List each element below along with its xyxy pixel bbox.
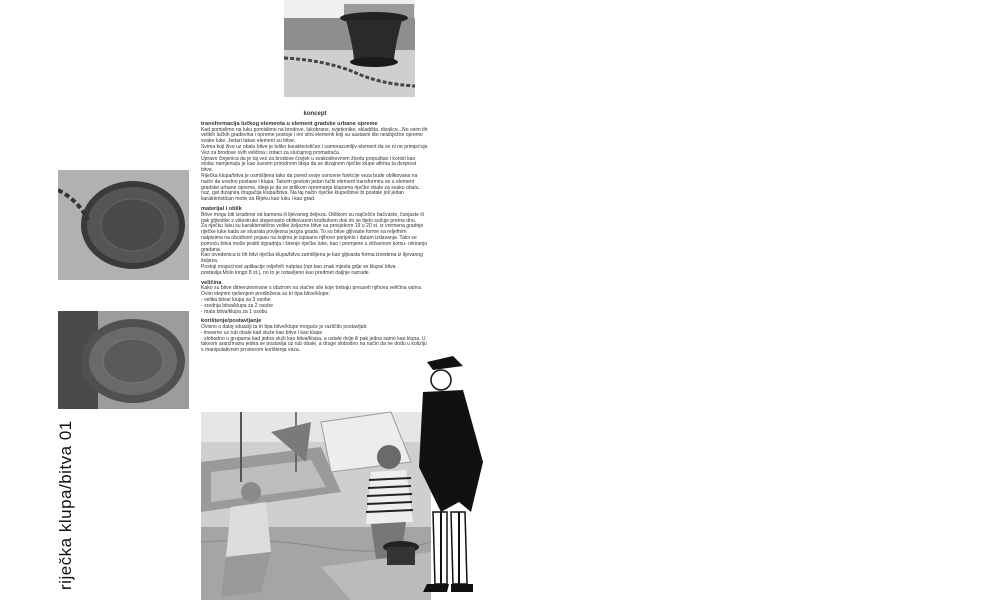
list-item: - linearno uz rub obale kad služe kao bitve i kao klupe xyxy=(201,329,323,336)
paragraph: Riječka klupa/bitva je osmišljena tako da pored svoje osnovne funkcije veza bude oblikovana na način da uredno postane i klupa. Takvim gestom jedan lučki element transformira se u element gradske urbane opreme, ideja je da se prilikom opremanja klupama riječke obale za svaku obalu, nuz, gat dizajnira drugačija klupa/bitva. Na taj način riječke klupe/bitve bi postale još jedan karakterističan motiv za Rijeku kao luku i kao grad. xyxy=(201,172,420,203)
paragraph: Kao izvedenica iz tih bitvi riječka klupa/bitva zamišljena je kao gljivasta forma izvedena iz lijevanog željeza. xyxy=(201,252,423,265)
harbour-collage-illustration xyxy=(201,352,497,600)
list-item: - srednja bitva/klupa za 2 osobe xyxy=(201,302,273,309)
bollard-top-photo xyxy=(58,170,189,280)
paragraph: Postoji mogućnost aplikacije reljefnih natpisa (npr.kao znak mjesta gdje se klupa/ bitva postavlja:Molo longo 8 st.), no to je ostavljeno kao predmet daljnje razrade. xyxy=(201,263,396,276)
section-heading: korištenje/postavljanje xyxy=(201,318,262,325)
section-heading: veličina xyxy=(201,279,222,286)
list-item: - slobodno u grupama kad jedna služi kao bitva/klupa, a ostale dvije ili pak jedna samo kao klupa. U takvom aranžmanu jedna se postavlja uz rub obale, a druge slobodno na način da ne dođu u koliziju s manipulativnim prostorom korištenja veza. xyxy=(201,335,427,354)
paragraph: Ovim idejnim rješenjem predložena su tri tipa bitve/klupe: xyxy=(201,291,330,298)
section-heading: materijal i oblik xyxy=(201,205,242,212)
paragraph: Upravo činjenica da je taj vez za brodove čovjek u svakodnevnom životu propuštao i koristi kao stolac namjenuiju je kao susvim prirodnom ideja da se dizajnom riječke klupe afirma ta dvojnost bitve. xyxy=(201,155,417,174)
paragraph: Za riječku luku su karakteristične velike željezne bitve sa prosjekom 19 u 20 st. iz vremena gradnje riječke luke kada se stvarala povijesna jezgra grada. To su bitve gljivaste forme sa reljefnim natpisima na obodnom pojasu na kojima je ispisano njihovo porijeklo i datum izdavanja. Taloi se pomoću bitva može pratiti izgradnja i širenje riječke luke, kao i promjene u državnom komu- nikiranju gradana. xyxy=(201,223,428,253)
vertical-page-title: riječka klupa/bitva 01 xyxy=(56,420,75,590)
bollard-closeup-photo xyxy=(58,311,189,409)
list-item: - velika bitva/ klupa za 3 osobe xyxy=(201,296,271,303)
paragraph: Kako su bitve dimenzionirane s obzirom na vlačne sile koje trebaju preuzeti njihova veličina varira. xyxy=(201,285,423,292)
paragraph: Kad pomislimo na luku pomislimo na brodove, lukobrane, svjetionike, skladišta, dizalice...No osim tih velikih lučkih građevina i opreme postoje i oni sitni elementi koji su sastavni dio neizbježne opreme svake luke. Jedan takav element su bitve. xyxy=(201,126,428,145)
document-title: koncept xyxy=(303,111,327,117)
paragraph: Bitve mogu biti izrađene od kamena ili lijevanog željeza. Oblikom su najčešće bačvaste, čunjaste ili pak gljivolike s višestruko stepenasto oblikovanim krutkukom dok im se tijelo sužuje prema dnu. xyxy=(201,211,424,224)
concept-text-block xyxy=(201,112,429,354)
paragraph: Svima koji žive uz obalu bitve je toliko karakterističan i samorazumljiv element da se ni ne primjećuje. Vez za brodove svih veličina i izdaci za slučajnog promatrača. xyxy=(201,143,429,156)
paragraph: Ovisno o datoj situaciji ta tri tipa bitve/klupe moguće je različito postavljati: xyxy=(201,324,368,331)
list-item: - mala bitva/klupa za 1 osobu xyxy=(201,308,268,315)
section-heading: transformacija lučkog elementa u element gradske urbane opreme xyxy=(201,120,378,127)
bollard-quay-photo xyxy=(284,0,415,97)
